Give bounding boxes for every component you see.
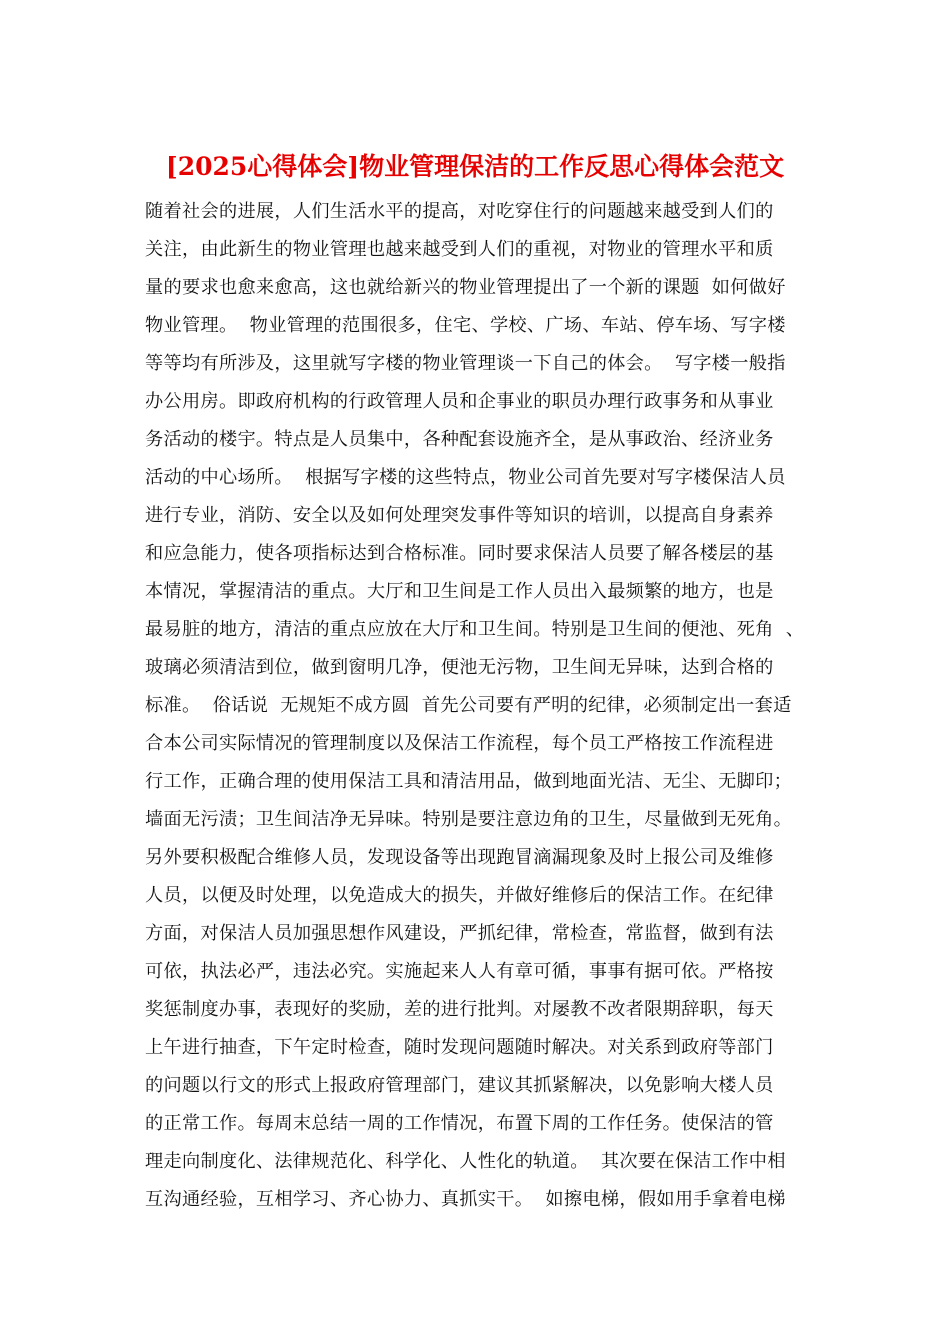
document-title: [2025心得体会]物业管理保洁的工作反思心得体会范文 (165, 152, 785, 181)
body-line: 另外要积极配合维修人员，发现设备等出现跑冒滴漏现象及时上报公司及维修 (145, 847, 774, 868)
body-line: 随着社会的进展，人们生活水平的提高，对吃穿住行的问题越来越受到人们的 (145, 201, 774, 222)
body-line: 标准。 俗话说 无规矩不成方圆 首先公司要有严明的纪律，必须制定出一套适 (145, 695, 792, 716)
body-line: 物业管理。 物业管理的范围很多，住宅、学校、广场、车站、停车场、写字楼 (145, 315, 786, 336)
body-line: 活动的中心场所。 根据写字楼的这些特点，物业公司首先要对写字楼保洁人员 (145, 467, 786, 488)
body-line: 理走向制度化、法律规范化、科学化、人性化的轨道。 其次要在保洁工作中相 (145, 1151, 786, 1172)
body-line: 本情况，掌握清洁的重点。大厅和卫生间是工作人员出入最频繁的地方，也是 (145, 581, 774, 602)
body-line: 合本公司实际情况的管理制度以及保洁工作流程，每个员工严格按工作流程进 (145, 733, 774, 754)
body-line: 关注，由此新生的物业管理也越来越受到人们的重视，对物业的管理水平和质 (145, 239, 774, 260)
body-line: 行工作，正确合理的使用保洁工具和清洁用品，做到地面光洁、无尘、无脚印； (145, 771, 793, 792)
body-line: 进行专业，消防、安全以及如何处理突发事件等知识的培训，以提高自身素养 (145, 505, 774, 526)
body-line: 方面，对保洁人员加强思想作风建设，严抓纪律，常检查，常监督，做到有法 (145, 923, 774, 944)
body-line: 办公用房。即政府机构的行政管理人员和企事业的职员办理行政事务和从事业 (145, 391, 774, 412)
body-line: 的问题以行文的形式上报政府管理部门，建议其抓紧解决，以免影响大楼人员 (145, 1075, 774, 1096)
body-line: 人员，以便及时处理，以免造成大的损失，并做好维修后的保洁工作。在纪律 (145, 885, 774, 906)
body-line: 上午进行抽查，下午定时检查，随时发现问题随时解决。对关系到政府等部门 (145, 1037, 774, 1058)
body-line: 量的要求也愈来愈高，这也就给新兴的物业管理提出了一个新的课题 如何做好 (145, 277, 786, 298)
body-line: 和应急能力，使各项指标达到合格标准。同时要求保洁人员要了解各楼层的基 (145, 543, 774, 564)
body-line: 等等均有所涉及，这里就写字楼的物业管理谈一下自己的体会。 写字楼一般指 (145, 353, 786, 374)
body-line: 务活动的楼宇。特点是人员集中，各种配套设施齐全，是从事政治、经济业务 (145, 429, 774, 450)
body-line: 可依，执法必严，违法必究。实施起来人人有章可循，事事有据可依。严格按 (145, 961, 774, 982)
body-line: 奖惩制度办事，表现好的奖励，差的进行批判。对屡教不改者限期辞职，每天 (145, 999, 774, 1020)
body-line: 互沟通经验，互相学习、齐心协力、真抓实干。 如擦电梯，假如用手拿着电梯 (145, 1189, 786, 1210)
document-body (145, 193, 815, 1219)
body-line: 玻璃必须清洁到位，做到窗明几净，便池无污物，卫生间无异味，达到合格的 (145, 657, 774, 678)
body-line: 最易脏的地方，清洁的重点应放在大厅和卫生间。特别是卫生间的便池、死角 、 (145, 619, 805, 640)
body-line: 的正常工作。每周末总结一周的工作情况，布置下周的工作任务。使保洁的管 (145, 1113, 774, 1134)
body-line: 墙面无污渍；卫生间洁净无异味。特别是要注意边角的卫生，尽量做到无死角。 (145, 809, 793, 830)
